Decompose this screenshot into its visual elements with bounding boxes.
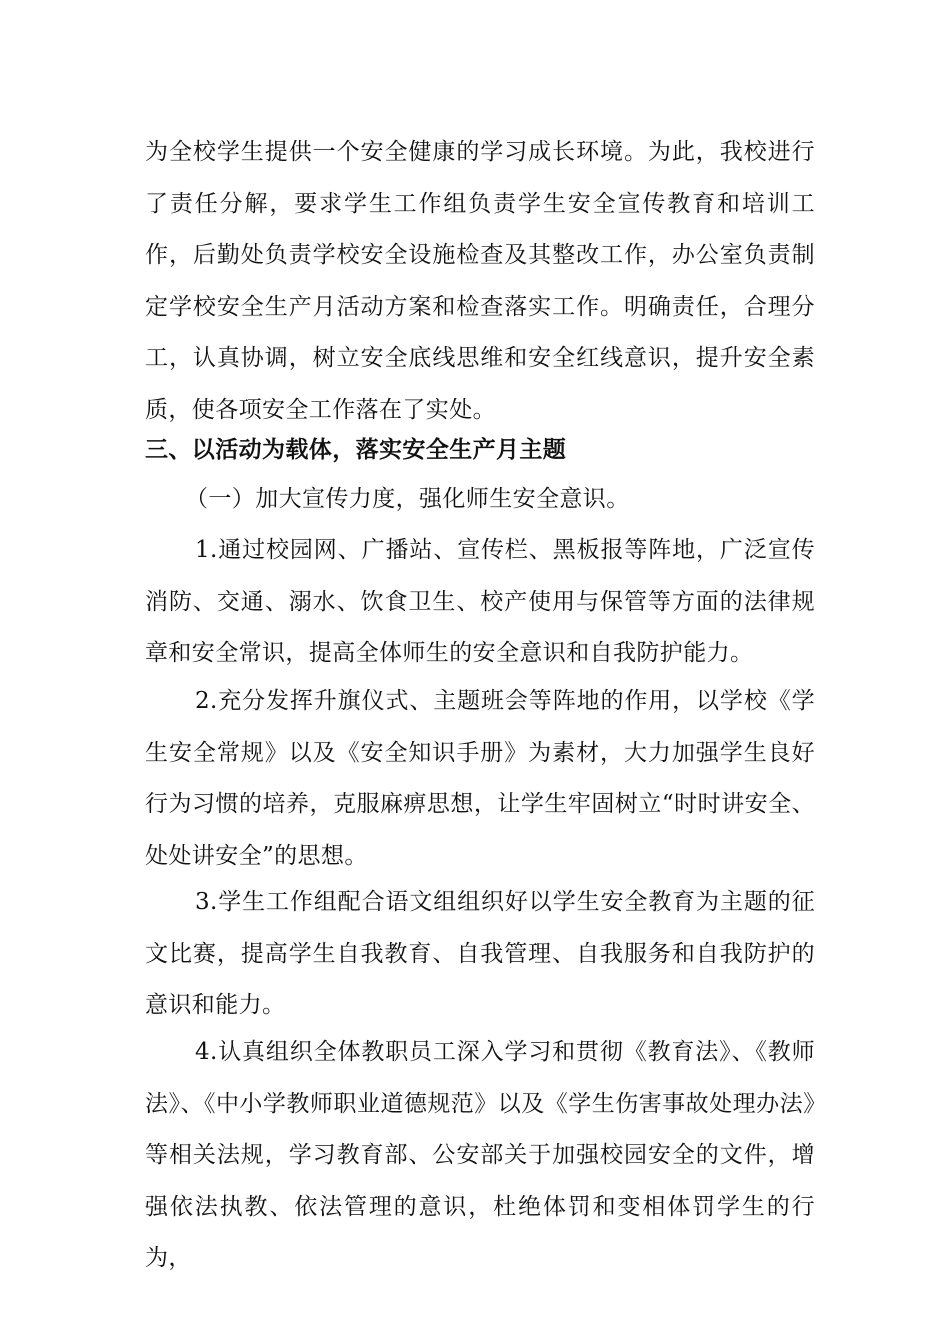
subheading-1: （一）加大宣传力度，强化师生安全意识。 (185, 486, 630, 512)
list-item-3: 3.学生工作组配合语文组组织好以学生安全教育为主题的征文比赛，提高学生自我教育、自我管理、自我服务和自我防护的意识和能力。 (145, 889, 815, 1018)
list-item-2: 2.充分发挥升旗仪式、主题班会等阵地的作用，以学校《学生安全常规》以及《安全知识手册》为素材，大力加强学生良好行为习惯的培养，克服麻痹思想，让学生牢固树立“时时讲安全、处处讲安全”的思想。 (145, 688, 815, 869)
list-item-1: 1.通过校园网、广播站、宣传栏、黑板报等阵地，广泛宣传消防、交通、溺水、饮食卫生、校产使用与保管等方面的法律规章和安全常识，提高全体师生的安全意识和自我防护能力。 (145, 537, 815, 666)
paragraph-responsibility: 为全校学生提供一个安全健康的学习成长环境。为此，我校进行了责任分解，要求学生工作组负责学生安全宣传教育和培训工作，后勤处负责学校安全设施检查及其整改工作，办公室负责制定学校安全生产月活动方案和检查落实工作。明确责任，合理分工，认真协调，树立安全底线思维和安全红线意识，提升安全素质，使各项安全工作落在了实处。 (145, 139, 815, 423)
section-heading-3: 三、以活动为载体，落实安全生产月主题 (145, 436, 567, 463)
list-item-4: 4.认真组织全体教职员工深入学习和贯彻《教育法》、《教师法》、《中小学教师职业道德规范》以及《学生伤害事故处理办法》等相关法规，学习教育部、公安部关于加强校园安全的文件，增强依法执教、依法管理的意识，杜绝体罚和变相体罚学生的行为， (145, 1039, 815, 1271)
